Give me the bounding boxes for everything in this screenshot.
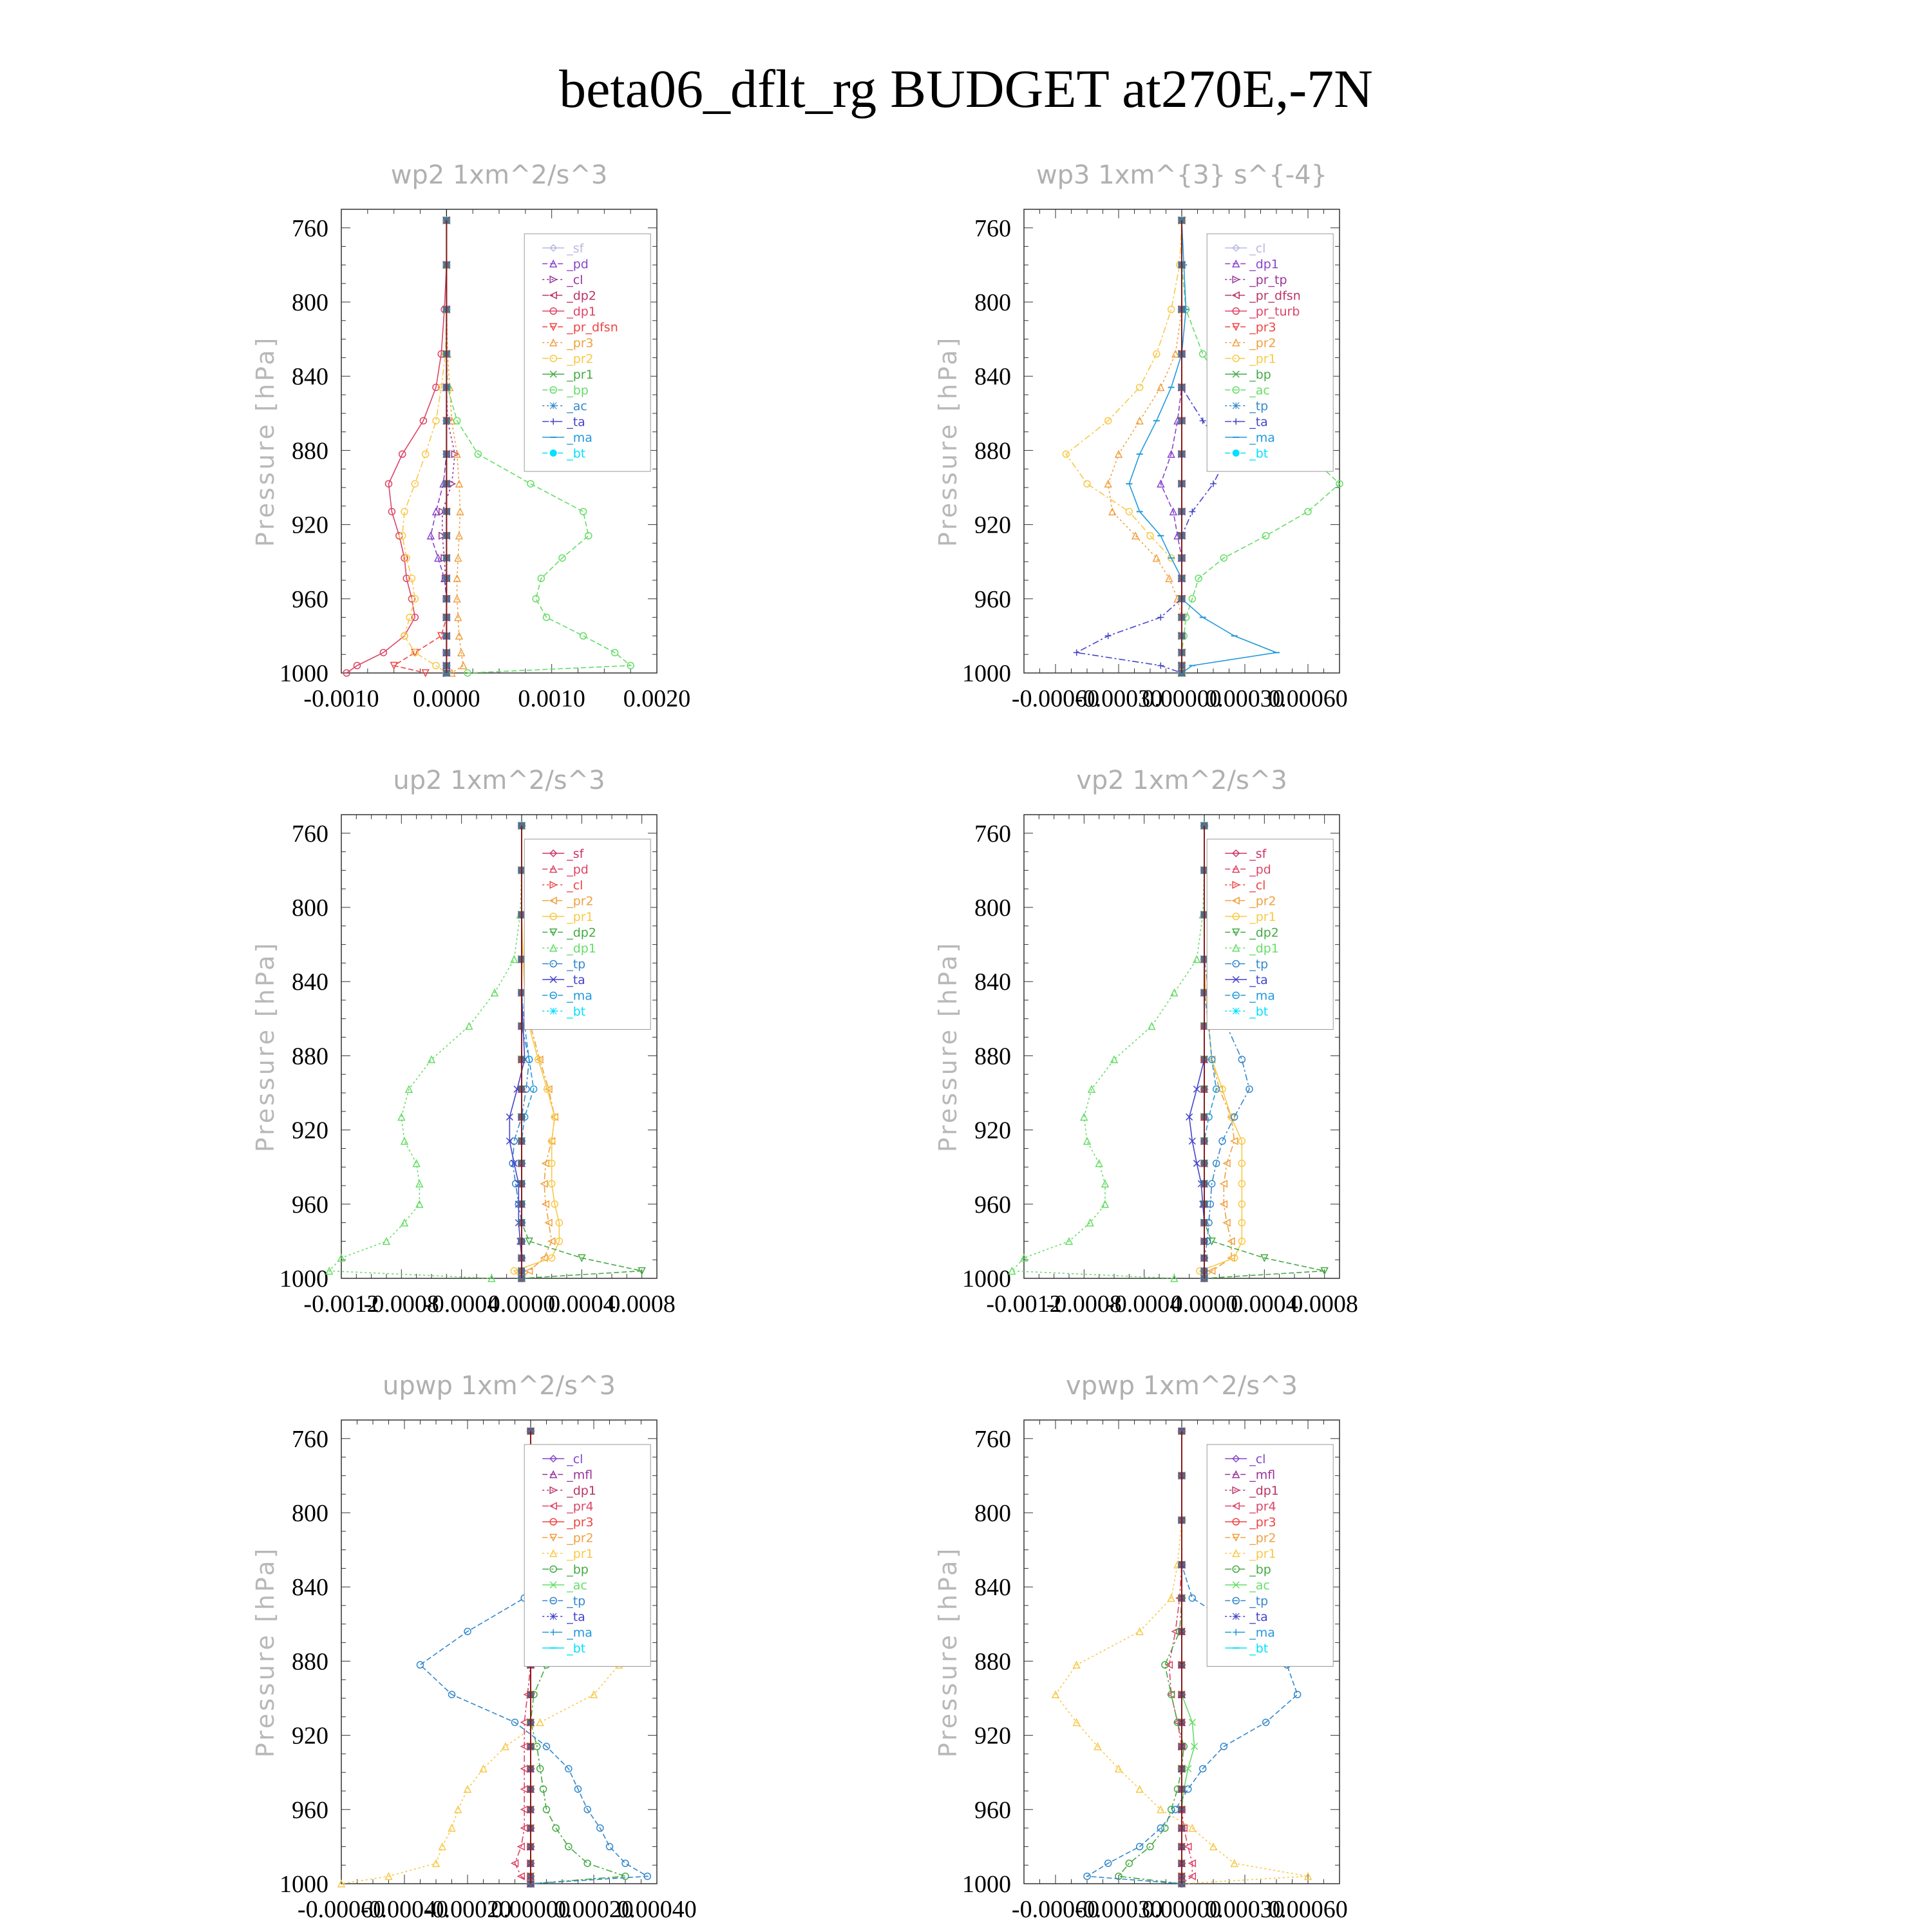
legend-label: _pr3 xyxy=(1249,320,1276,335)
legend-label: _dp2 xyxy=(567,289,596,303)
x-tick-label: 0.0010 xyxy=(518,685,585,712)
legend-label: _pr1 xyxy=(1249,910,1276,924)
x-tick-label: 0.00000 xyxy=(491,1896,571,1923)
series-dp1 xyxy=(343,217,450,676)
legend-label: _tp xyxy=(567,957,586,972)
y-tick-label: 960 xyxy=(974,1796,1011,1824)
series-line xyxy=(1182,1431,1195,1884)
data-point xyxy=(449,1825,455,1832)
data-point xyxy=(1193,1086,1200,1092)
y-tick-label: 760 xyxy=(292,820,328,848)
legend-label: _pr2 xyxy=(1249,1531,1276,1546)
y-tick-label: 1000 xyxy=(962,660,1011,687)
chart-wp3 xyxy=(934,148,1584,728)
x-tick-label: -0.00020 xyxy=(423,1896,512,1923)
x-tick-label: -0.00030 xyxy=(1074,1896,1163,1923)
panel-upwp xyxy=(251,1359,902,1932)
y-tick-label: 1000 xyxy=(279,1265,328,1293)
y-tick-label: 920 xyxy=(974,511,1011,539)
y-tick-label: 880 xyxy=(292,437,328,465)
legend-marker xyxy=(550,1613,556,1620)
legend-label: _cl xyxy=(567,1452,583,1466)
legend-label: _bp xyxy=(567,1562,589,1577)
y-tick-label: 800 xyxy=(974,289,1011,316)
legend-label: _bt xyxy=(1249,1005,1269,1019)
x-tick-label: 0.00060 xyxy=(1268,685,1348,712)
data-point xyxy=(1102,1201,1108,1208)
panel-wp2 xyxy=(251,148,902,728)
data-point xyxy=(417,1662,424,1668)
data-point xyxy=(466,1023,472,1029)
panel-title: wp3 1xm^{3} s^{-4} xyxy=(1036,160,1328,190)
panel-title: vpwp 1xm^2/s^3 xyxy=(1065,1371,1298,1401)
y-tick-label: 960 xyxy=(974,585,1011,613)
legend-label: _ac xyxy=(1249,1578,1270,1593)
legend-label: _bt xyxy=(1249,1642,1269,1656)
legend-marker xyxy=(1233,402,1239,409)
y-axis-label: Pressure [hPa] xyxy=(934,335,962,547)
y-tick-label: 760 xyxy=(974,820,1011,848)
legend-label: _ta xyxy=(1249,415,1268,430)
legend-label: _ac xyxy=(1249,383,1270,398)
data-point xyxy=(413,1160,420,1166)
y-tick-label: 920 xyxy=(292,511,328,539)
legend-label: _pr3 xyxy=(1249,1515,1276,1530)
x-tick-label: 0.0004 xyxy=(1231,1291,1298,1318)
legend-label: _ma xyxy=(567,989,592,1003)
series-pr4 xyxy=(1166,1428,1195,1887)
x-tick-label: 0.00000 xyxy=(1142,1896,1222,1923)
y-tick-label: 840 xyxy=(974,363,1011,391)
data-point xyxy=(584,1860,591,1866)
legend-label: _bt xyxy=(567,1005,586,1019)
legend-label: _mfl xyxy=(1249,1468,1276,1482)
legend-label: _tp xyxy=(567,1594,586,1609)
legend-label: _pr_dfsn xyxy=(1249,289,1301,303)
x-tick-label: 0.00020 xyxy=(554,1896,634,1923)
x-tick-label: -0.0012 xyxy=(986,1291,1062,1318)
legend-label: _cl xyxy=(567,273,583,287)
legend-label: _pd xyxy=(1249,862,1271,877)
legend-label: _pr2 xyxy=(567,1531,594,1546)
data-point xyxy=(1148,1023,1155,1029)
x-tick-label: 0.00030 xyxy=(1205,1896,1285,1923)
x-tick-label: 0.0000 xyxy=(1170,1291,1238,1318)
data-point xyxy=(1109,508,1115,515)
panel-wp3 xyxy=(934,148,1584,728)
legend-label: _bp xyxy=(567,383,589,398)
y-tick-label: 760 xyxy=(974,1425,1011,1453)
data-point xyxy=(1137,384,1143,390)
data-point xyxy=(464,1786,471,1792)
zero-column-markers xyxy=(443,217,450,676)
legend-label: _cl xyxy=(567,878,583,893)
legend-label: _pr1 xyxy=(567,1547,594,1561)
data-point xyxy=(622,1873,629,1879)
legend-label: _ta xyxy=(567,1610,585,1624)
series-dp1 xyxy=(1009,822,1208,1282)
x-tick-label: -0.0008 xyxy=(363,1291,439,1318)
data-point xyxy=(580,508,587,515)
y-tick-label: 840 xyxy=(974,969,1011,996)
legend-label: _tp xyxy=(1249,957,1269,972)
y-tick-label: 800 xyxy=(974,1500,1011,1527)
y-tick-label: 880 xyxy=(974,437,1011,465)
data-point xyxy=(1137,417,1143,424)
zero-column-markers xyxy=(1201,822,1208,1282)
legend-label: _pr_tp xyxy=(1249,273,1287,287)
data-point xyxy=(1074,649,1080,656)
legend-label: _ma xyxy=(1249,1625,1275,1640)
data-point xyxy=(1157,614,1164,621)
data-point xyxy=(533,596,539,602)
legend-label: _bt xyxy=(567,446,586,461)
data-point xyxy=(622,1860,629,1866)
series-pr_dfsn xyxy=(391,217,450,676)
y-tick-label: 1000 xyxy=(962,1871,1011,1898)
legend-label: _ta xyxy=(567,415,585,430)
data-point xyxy=(383,1238,390,1244)
legend-marker xyxy=(1233,1613,1239,1620)
x-tick-label: -0.00030 xyxy=(1074,685,1163,712)
series-line xyxy=(1189,826,1204,1278)
series-line xyxy=(402,220,447,673)
legend-label: _ma xyxy=(1249,431,1275,445)
legend-label: _tp xyxy=(1249,399,1269,413)
x-tick-label: 0.0000 xyxy=(488,1291,556,1318)
legend-label: _ta xyxy=(567,973,585,987)
series-line xyxy=(346,220,446,673)
legend-label: _sf xyxy=(1249,847,1267,861)
legend-label: _sf xyxy=(567,847,584,861)
zero-column-markers xyxy=(1179,1428,1185,1887)
legend-label: _tp xyxy=(1249,1594,1269,1609)
y-tick-label: 840 xyxy=(292,1574,328,1602)
y-tick-label: 960 xyxy=(292,1796,328,1824)
legend-label: _pr4 xyxy=(1249,1499,1276,1514)
data-point xyxy=(541,1180,547,1187)
y-tick-label: 840 xyxy=(292,969,328,996)
y-tick-label: 920 xyxy=(974,1117,1011,1144)
data-point xyxy=(416,1201,422,1208)
data-point xyxy=(455,1806,461,1813)
x-tick-label: 0.0008 xyxy=(1291,1291,1358,1318)
x-tick-label: 0.0020 xyxy=(623,685,691,712)
legend-label: _bp xyxy=(1249,368,1271,382)
legend-label: _dp1 xyxy=(1249,1484,1279,1498)
legend-label: _pr3 xyxy=(567,1515,594,1530)
x-tick-label: -0.00060 xyxy=(297,1896,386,1923)
legend-label: _pr4 xyxy=(567,1499,594,1514)
legend-label: _dp1 xyxy=(567,1484,596,1498)
series-line xyxy=(1012,826,1204,1278)
legend-label: _pr1 xyxy=(1249,352,1276,366)
legend-label: _pr2 xyxy=(567,894,594,909)
legend-label: _pr1 xyxy=(567,910,594,924)
legend-label: _ma xyxy=(1249,989,1275,1003)
legend-label: _pr2 xyxy=(1249,894,1276,909)
legend-label: _dp1 xyxy=(1249,942,1279,956)
x-tick-label: -0.0004 xyxy=(424,1291,500,1318)
series-line xyxy=(1119,1431,1184,1884)
data-point xyxy=(1305,508,1311,515)
legend-label: _ta xyxy=(1249,973,1268,987)
data-point xyxy=(1084,480,1090,487)
legend-label: _pr_turb xyxy=(1249,305,1300,319)
y-axis-label: Pressure [hPa] xyxy=(251,1546,279,1758)
data-point xyxy=(460,662,466,668)
legend-label: _mfl xyxy=(567,1468,593,1482)
y-tick-label: 760 xyxy=(974,214,1011,242)
legend-marker xyxy=(550,450,556,457)
legend-label: _pr2 xyxy=(567,352,594,366)
y-tick-label: 760 xyxy=(292,214,328,242)
data-point xyxy=(433,662,439,668)
y-axis-label: Pressure [hPa] xyxy=(251,940,279,1153)
series-line xyxy=(1077,220,1228,673)
y-tick-label: 920 xyxy=(292,1117,328,1144)
legend-marker xyxy=(550,1008,556,1014)
data-point xyxy=(1105,632,1112,639)
legend-label: _pr3 xyxy=(567,336,594,350)
series-dp1 xyxy=(1157,217,1185,676)
legend-label: _sf xyxy=(567,242,584,256)
panel-vpwp xyxy=(934,1359,1584,1932)
panel-title: vp2 1xm^2/s^3 xyxy=(1076,766,1287,795)
data-point xyxy=(1137,1786,1143,1792)
y-tick-label: 840 xyxy=(974,1574,1011,1602)
series-line xyxy=(1108,220,1182,673)
legend-label: _pr2 xyxy=(1249,336,1276,350)
data-point xyxy=(502,1743,509,1750)
data-point xyxy=(1189,1595,1195,1601)
x-tick-label: -0.0012 xyxy=(303,1291,379,1318)
y-tick-label: 800 xyxy=(974,895,1011,922)
legend-label: _bt xyxy=(1249,446,1269,461)
x-tick-label: 0.00000 xyxy=(1142,685,1222,712)
data-point xyxy=(1294,1691,1301,1698)
legend-label: _bp xyxy=(1249,1562,1271,1577)
legend-label: _dp2 xyxy=(567,925,596,940)
legend-label: _ta xyxy=(1249,1610,1268,1624)
y-tick-label: 840 xyxy=(292,363,328,391)
legend-label: _pr_dfsn xyxy=(567,320,618,335)
data-point xyxy=(1168,307,1175,313)
x-tick-label: 0.00060 xyxy=(1268,1896,1348,1923)
legend-label: _pd xyxy=(567,257,589,272)
x-tick-label: 0.0004 xyxy=(548,1291,616,1318)
y-tick-label: 920 xyxy=(292,1722,328,1750)
data-point xyxy=(1157,662,1164,668)
data-point xyxy=(1157,384,1164,390)
legend-label: _dp1 xyxy=(567,942,596,956)
x-tick-label: -0.00040 xyxy=(360,1896,449,1923)
legend-label: _dp2 xyxy=(1249,925,1279,940)
x-tick-label: -0.00060 xyxy=(1011,1896,1100,1923)
data-point xyxy=(1171,989,1177,996)
y-tick-label: 1000 xyxy=(279,1871,328,1898)
legend-label: _bt xyxy=(567,1642,586,1656)
y-tick-label: 880 xyxy=(292,1648,328,1676)
legend-label: _dp1 xyxy=(567,305,596,319)
y-tick-label: 800 xyxy=(292,289,328,316)
legend-label: _cl xyxy=(1249,242,1266,256)
y-tick-label: 760 xyxy=(292,1425,328,1453)
data-point xyxy=(1193,956,1200,963)
x-tick-label: -0.00060 xyxy=(1011,685,1100,712)
x-tick-label: 0.0008 xyxy=(608,1291,676,1318)
legend-marker xyxy=(550,402,556,409)
data-point xyxy=(1200,351,1206,357)
legend-label: _ma xyxy=(567,431,592,445)
panel-title: wp2 1xm^2/s^3 xyxy=(390,160,608,190)
x-tick-label: -0.0004 xyxy=(1106,1291,1182,1318)
data-point xyxy=(1126,508,1132,515)
series-line xyxy=(442,220,455,673)
figure-title: beta06_dflt_rg BUDGET at270E,-7N xyxy=(559,59,1373,119)
panel-vp2 xyxy=(934,753,1584,1333)
chart-vpwp xyxy=(934,1359,1584,1932)
data-point xyxy=(580,632,587,639)
y-tick-label: 1000 xyxy=(279,660,328,687)
y-tick-label: 960 xyxy=(974,1191,1011,1218)
series-cl xyxy=(439,217,459,676)
chart-vp2 xyxy=(934,753,1584,1333)
x-tick-label: 0.0000 xyxy=(413,685,480,712)
y-axis-label: Pressure [hPa] xyxy=(934,940,962,1153)
legend-label: _pr1 xyxy=(1249,1547,1276,1561)
y-tick-label: 800 xyxy=(292,1500,328,1527)
series-line xyxy=(446,220,463,673)
legend-marker xyxy=(1233,450,1239,457)
legend-label: _dp1 xyxy=(1249,257,1279,272)
legend-marker xyxy=(1233,1008,1239,1014)
legend-label: _cl xyxy=(1249,1452,1266,1466)
x-tick-label: 0.00030 xyxy=(1205,685,1285,712)
series-line xyxy=(509,826,524,1278)
panel-title: up2 1xm^2/s^3 xyxy=(393,766,605,795)
data-point xyxy=(1238,1056,1245,1063)
x-tick-label: -0.0008 xyxy=(1046,1291,1122,1318)
y-axis-label: Pressure [hPa] xyxy=(251,335,279,547)
series-line xyxy=(1169,1431,1192,1884)
data-point xyxy=(401,1138,408,1144)
legend-label: _ma xyxy=(567,1625,592,1640)
legend-label: _ac xyxy=(567,1578,587,1593)
series-line xyxy=(394,220,447,673)
y-tick-label: 920 xyxy=(974,1722,1011,1750)
y-tick-label: 880 xyxy=(292,1043,328,1070)
chart-upwp xyxy=(251,1359,902,1932)
panel-title: upwp 1xm^2/s^3 xyxy=(383,1371,616,1401)
y-tick-label: 960 xyxy=(292,1191,328,1218)
data-point xyxy=(526,1238,533,1244)
y-tick-label: 800 xyxy=(292,895,328,922)
panel-up2 xyxy=(251,753,902,1333)
y-tick-label: 880 xyxy=(974,1648,1011,1676)
data-point xyxy=(398,1113,404,1120)
chart-up2 xyxy=(251,753,902,1333)
legend-label: _ac xyxy=(567,399,587,413)
y-tick-label: 880 xyxy=(974,1043,1011,1070)
legend-label: _pd xyxy=(567,862,589,877)
legend-label: _pr1 xyxy=(567,368,594,382)
chart-wp2 xyxy=(251,148,902,728)
y-axis-label: Pressure [hPa] xyxy=(934,1546,962,1758)
series-dp1 xyxy=(326,822,525,1282)
data-point xyxy=(1084,1138,1090,1144)
x-tick-label: 0.00040 xyxy=(617,1896,697,1923)
series-line xyxy=(431,220,447,673)
data-point xyxy=(1200,417,1206,424)
y-tick-label: 960 xyxy=(292,585,328,613)
data-point xyxy=(607,1843,613,1850)
y-tick-label: 1000 xyxy=(962,1265,1011,1293)
x-tick-label: -0.0010 xyxy=(303,685,379,712)
legend-label: _cl xyxy=(1249,878,1266,893)
series-bp xyxy=(1115,1428,1187,1887)
data-point xyxy=(511,956,517,963)
series-line xyxy=(329,826,522,1278)
